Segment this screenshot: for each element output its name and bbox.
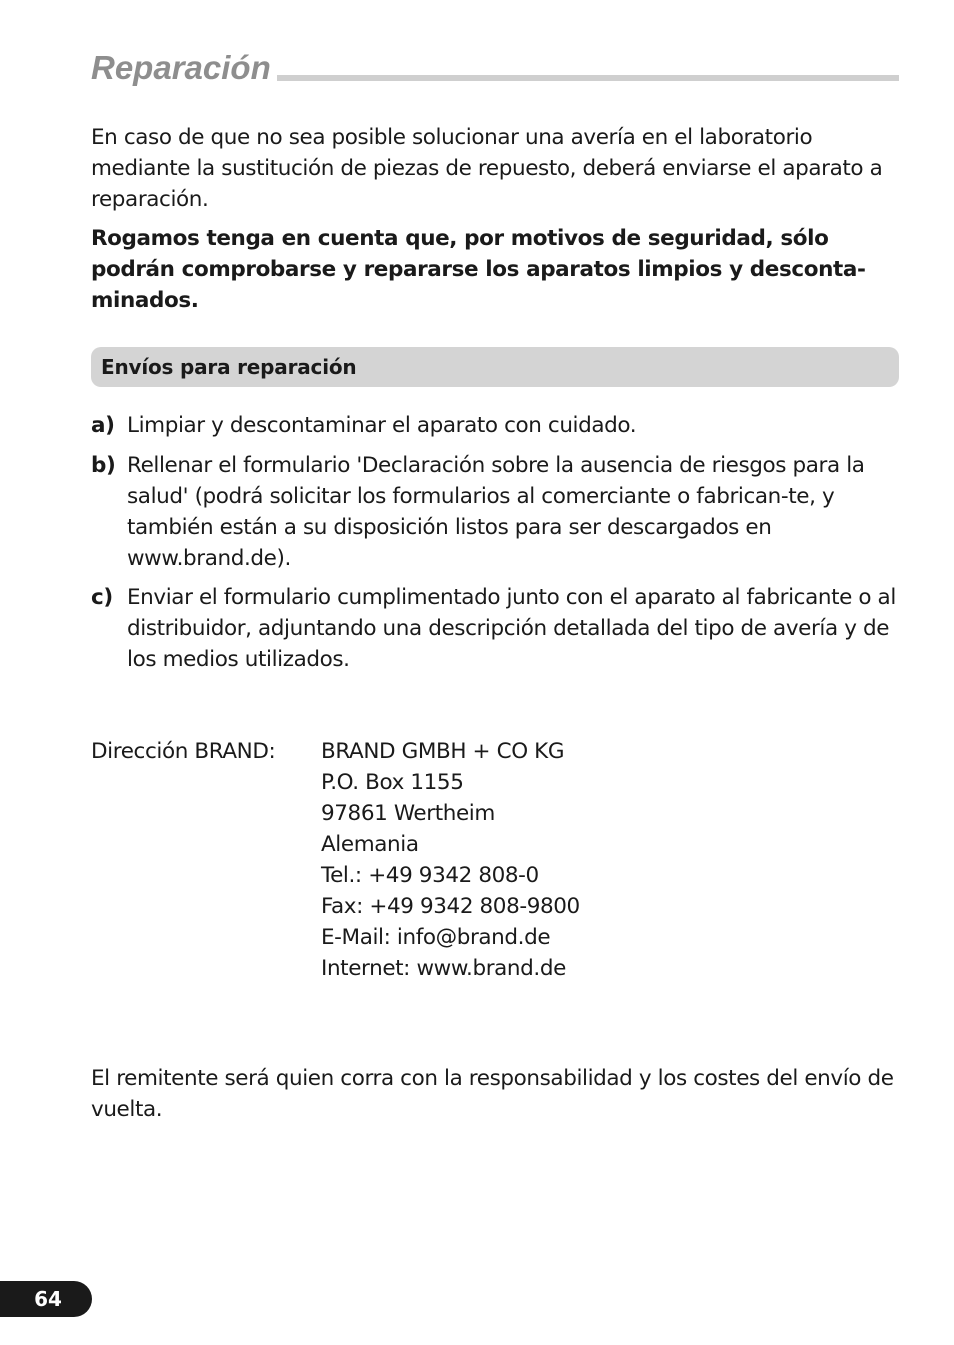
section-heading: Envíos para reparación [101, 355, 357, 379]
address-line-phone: Tel.: +49 9342 808-0 [321, 863, 539, 888]
step-a [91, 410, 903, 441]
address-line-city: 97861 Wertheim [321, 801, 495, 826]
address-line-email: E-Mail: info@brand.de [321, 925, 551, 950]
safety-notice: Rogamos tenga en cuenta que, por motivos de seguridad, sólo podrán comprobarse y repararse los aparatos limpios y desconta-minados. [91, 226, 866, 313]
address-lines [321, 736, 580, 984]
step-letter: c) [91, 585, 113, 610]
step-b [91, 450, 903, 574]
section-band [91, 347, 899, 387]
intro-paragraph: En caso de que no sea posible solucionar una avería en el laboratorio mediante la sustitución de piezas de repuesto, deberá enviarse el aparato a reparación. [91, 125, 883, 212]
page-header [91, 48, 899, 88]
step-letter: b) [91, 453, 116, 478]
address-line-website: Internet: www.brand.de [321, 956, 566, 981]
step-text: Limpiar y descontaminar el aparato con cuidado. [127, 413, 637, 438]
step-text: Enviar el formulario cumplimentado junto con el aparato al fabricante o al distribuidor, adjuntando una descripción detallada del tipo de avería y de los medios utilizados. [127, 585, 896, 672]
page-number: 64 [34, 1287, 62, 1311]
step-letter: a) [91, 413, 115, 438]
step-c [91, 582, 903, 675]
address-line-fax: Fax: +49 9342 808-9800 [321, 894, 580, 919]
title-rule [277, 75, 899, 81]
address-line-country: Alemania [321, 832, 419, 857]
address-label: Dirección BRAND: [91, 739, 276, 764]
page-title: Reparación [91, 49, 271, 86]
address-line-pobox: P.O. Box 1155 [321, 770, 464, 795]
step-text: Rellenar el formulario 'Declaración sobre la ausencia de riesgos para la salud' (podrá solicitar los formularios al comerciante o fabrican-te, y también están a su disposición listos para ser descargados en www.brand.de). [127, 453, 865, 571]
page-number-tab [0, 1281, 92, 1317]
return-shipping-note: El remitente será quien corra con la responsabilidad y los costes del envío de vuelta. [91, 1066, 894, 1122]
address-line-company: BRAND GMBH + CO KG [321, 739, 565, 764]
